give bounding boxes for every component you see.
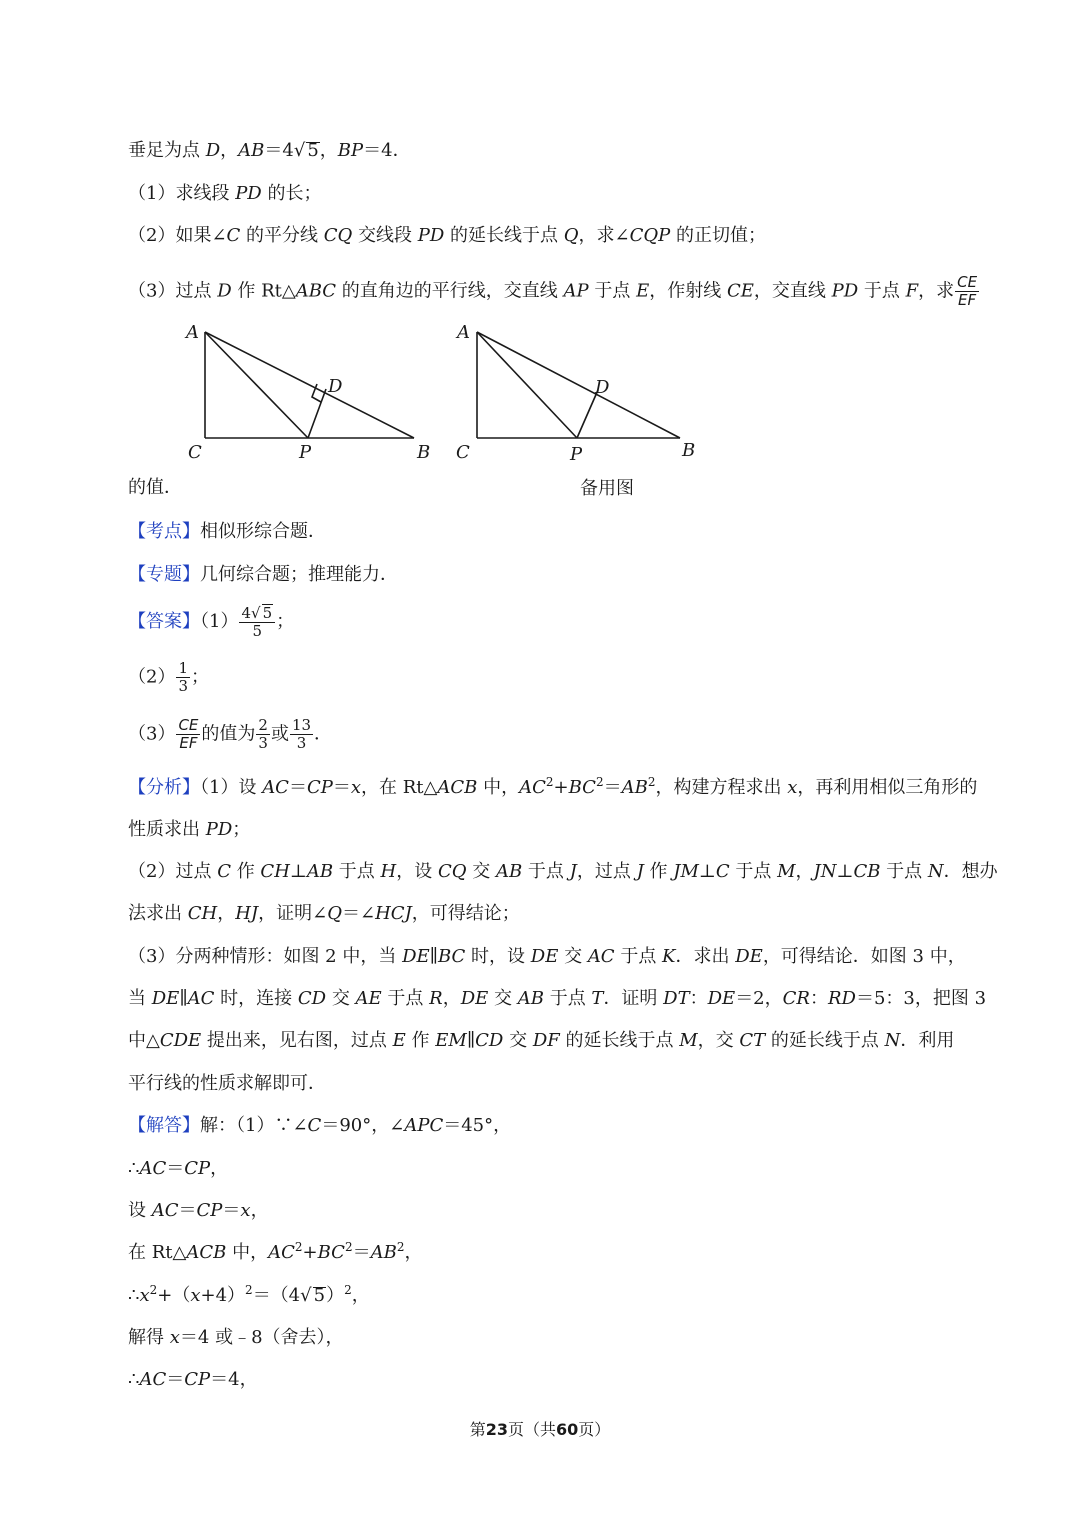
solution-line-5: $\therefore x^2+(x+4)^2=(4√$ 5）$^2$，: [128, 1283, 370, 1306]
fig2-label-b: B: [682, 440, 696, 461]
problem-intro: 垂足为点 D，AB＝4√ 5，BP＝4．: [128, 140, 411, 161]
fig2-label-p: P: [570, 444, 583, 465]
answer-3-row: （3） $\frac{CE}{EF}$ 的值为 $\frac{2}{3}$ 或 $\frac{13}{3}$ ．: [128, 716, 333, 752]
fig1-label-b: B: [417, 442, 431, 463]
solution-line-6: 解得 x＝4 或﹣8（舍去），: [128, 1327, 344, 1348]
solution-line-3: 设 AC＝CP＝x，: [128, 1200, 269, 1221]
fig2-label-a: A: [457, 322, 470, 343]
fig1-label-p: P: [299, 442, 312, 463]
analysis-line-4: 法求出 CH，HJ，证明∠Q＝∠HCJ，可得结论；: [128, 903, 520, 924]
fig1-label-d: D: [328, 376, 343, 397]
kaodian-tag: 【考点】: [128, 521, 200, 542]
page-number: 23: [485, 1420, 508, 1439]
fig1-label-a: A: [186, 322, 199, 343]
zhuanti-tag: 【专题】: [128, 564, 200, 585]
analysis-line-1: 【分析】（1）设 AC＝CP＝x，在 Rt△ACB 中，$AC^2+BC^2=AB^2$，构建方程求出 x，再利用相似三角形的: [128, 775, 978, 798]
answer-1-row: 【答案】（1） $\frac{4√ 5}{5}$ ；: [128, 604, 295, 640]
page-total: 60: [556, 1420, 579, 1439]
analysis-line-5: （3）分两种情形：如图 2 中，当 DE∥BC 时，设 DE 交 AC 于点 K．求出 DE，可得结论．如图 3 中，: [128, 946, 966, 967]
solution-line-2: ∴AC＝CP，: [128, 1158, 229, 1179]
answer-3-ce-ef: $\frac{CE}{EF}$: [178, 716, 199, 752]
answer-2-row: （2） $\frac{1}{3}$ ；: [128, 659, 209, 695]
fraction-ce-ef: $\frac{CE}{EF}$: [957, 273, 978, 309]
analysis-line-3: （2）过点 C 作 CH⊥AB 于点 H，设 CQ 交 AB 于点 J，过点 J 作 JM⊥C 于点 M，JN⊥CB 于点 N．想办: [128, 861, 998, 882]
jieda-tag: 【解答】: [128, 1115, 200, 1136]
figure-2-caption: 备用图: [580, 478, 634, 499]
analysis-line-2: 性质求出 PD；: [128, 819, 251, 840]
fig2-label-d: D: [595, 377, 610, 398]
answer-3-fraction-b: $\frac{13}{3}$: [291, 716, 312, 752]
zhuanti-row: 【专题】几何综合题；推理能力．: [128, 564, 398, 585]
fenxi-tag: 【分析】: [128, 777, 200, 798]
answer-1-fraction: $\frac{4√ 5}{5}$: [239, 604, 275, 640]
analysis-line-6: 当 DE∥AC 时，连接 CD 交 AE 于点 R，DE 交 AB 于点 T．证明 DT：DE＝2，CR：RD＝5：3，把图 3: [128, 988, 987, 1009]
solution-line-1: 【解答】解：（1）∵∠C＝90°，∠APC＝45°，: [128, 1115, 512, 1136]
question-3-end: 的值．: [128, 477, 182, 498]
solution-line-7: ∴AC＝CP＝4，: [128, 1369, 258, 1390]
fig2-label-c: C: [456, 442, 470, 463]
question-2: （2）如果∠C 的平分线 CQ 交线段 PD 的延长线于点 Q，求∠CQP 的正切值；: [128, 225, 766, 246]
analysis-line-8: 平行线的性质求解即可．: [128, 1073, 326, 1094]
solution-line-4: 在 Rt△ACB 中，$AC^2+BC^2=AB^2$，: [128, 1240, 423, 1263]
answer-3-fraction-a: $\frac{2}{3}$: [258, 716, 268, 752]
figure-1: [180, 318, 440, 468]
answer-2-fraction: $\frac{1}{3}$: [178, 659, 188, 695]
fig1-label-c: C: [188, 442, 202, 463]
page-footer: 第23页（共60页）: [469, 1420, 611, 1439]
daan-tag: 【答案】: [128, 611, 200, 632]
analysis-line-7: 中△CDE 提出来，见右图，过点 E 作 EM∥CD 交 DF 的延长线于点 M，交 CT 的延长线于点 N．利用: [128, 1030, 955, 1051]
figure-2: [452, 318, 702, 468]
question-1: （1）求线段 PD 的长；: [128, 183, 322, 204]
kaodian-row: 【考点】相似形综合题．: [128, 521, 326, 542]
question-3: （3）过点 D 作 Rt△ABC 的直角边的平行线，交直线 AP 于点 E，作射线 CE，交直线 PD 于点 F，求 $\frac{CE}{EF}$: [128, 273, 978, 309]
